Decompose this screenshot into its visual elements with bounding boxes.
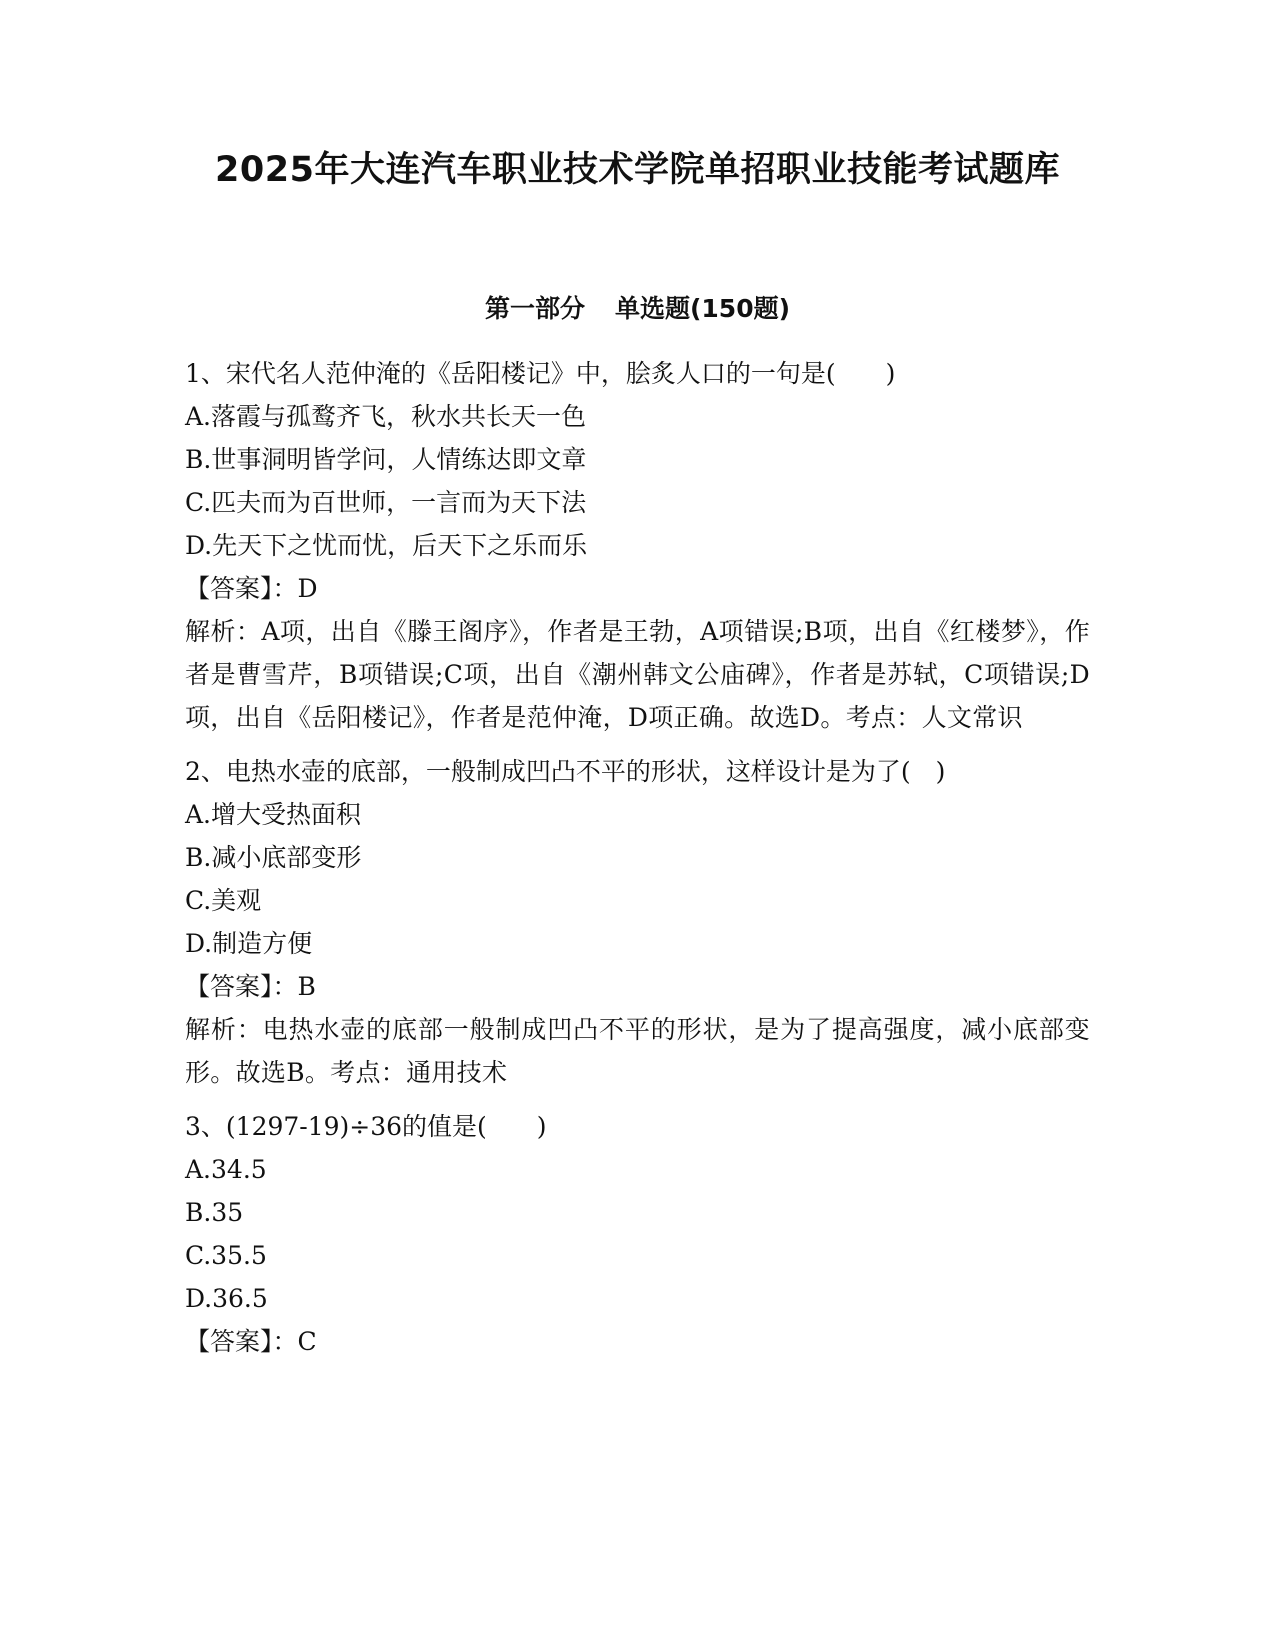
option-d: D.先天下之忧而忧，后天下之乐而乐: [185, 531, 588, 560]
option-a: A.34.5: [185, 1155, 267, 1184]
question-3: [185, 1105, 1090, 1363]
option-c: C.匹夫而为百世师，一言而为天下法: [185, 488, 587, 517]
question-2: [185, 750, 1090, 1094]
question-list: [185, 352, 1090, 1374]
option-c: C.美观: [185, 886, 262, 915]
option-a: A.增大受热面积: [185, 800, 362, 829]
analysis: 解析：电热水壶的底部一般制成凹凸不平的形状，是为了提高强度，减小底部变形。故选B。考点：通用技术: [185, 1015, 1090, 1087]
option-a: A.落霞与孤鹜齐飞，秋水共长天一色: [185, 402, 587, 431]
section-title: [0, 292, 1275, 326]
answer: 【答案】：C: [185, 1327, 317, 1356]
section-part: 第一部分: [484, 294, 585, 323]
answer: 【答案】：B: [185, 972, 316, 1001]
answer: 【答案】：D: [185, 574, 318, 603]
option-b: B.35: [185, 1198, 244, 1227]
option-d: D.制造方便: [185, 929, 313, 958]
option-c: C.35.5: [185, 1241, 267, 1270]
option-b: B.减小底部变形: [185, 843, 362, 872]
option-d: D.36.5: [185, 1284, 268, 1313]
option-b: B.世事洞明皆学问，人情练达即文章: [185, 445, 587, 474]
analysis: 解析：A项，出自《滕王阁序》，作者是王勃，A项错误;B项，出自《红楼梦》，作者是曹雪芹，B项错误;C项，出自《潮州韩文公庙碑》，作者是苏轼，C项错误;D项，出自《岳阳楼记》，作者是范仲淹，D项正确。故选D。考点：人文常识: [185, 617, 1090, 732]
section-name: 单选题(150题): [614, 294, 791, 323]
question-1: [185, 352, 1090, 739]
question-text: 2、电热水壶的底部，一般制成凹凸不平的形状，这样设计是为了( ): [185, 757, 946, 786]
question-text: 3、(1297-19)÷36的值是( ): [185, 1112, 547, 1141]
document-title: 2025年大连汽车职业技术学院单招职业技能考试题库: [215, 150, 1060, 190]
question-text: 1、宋代名人范仲淹的《岳阳楼记》中，脍炙人口的一句是( ): [185, 359, 896, 388]
